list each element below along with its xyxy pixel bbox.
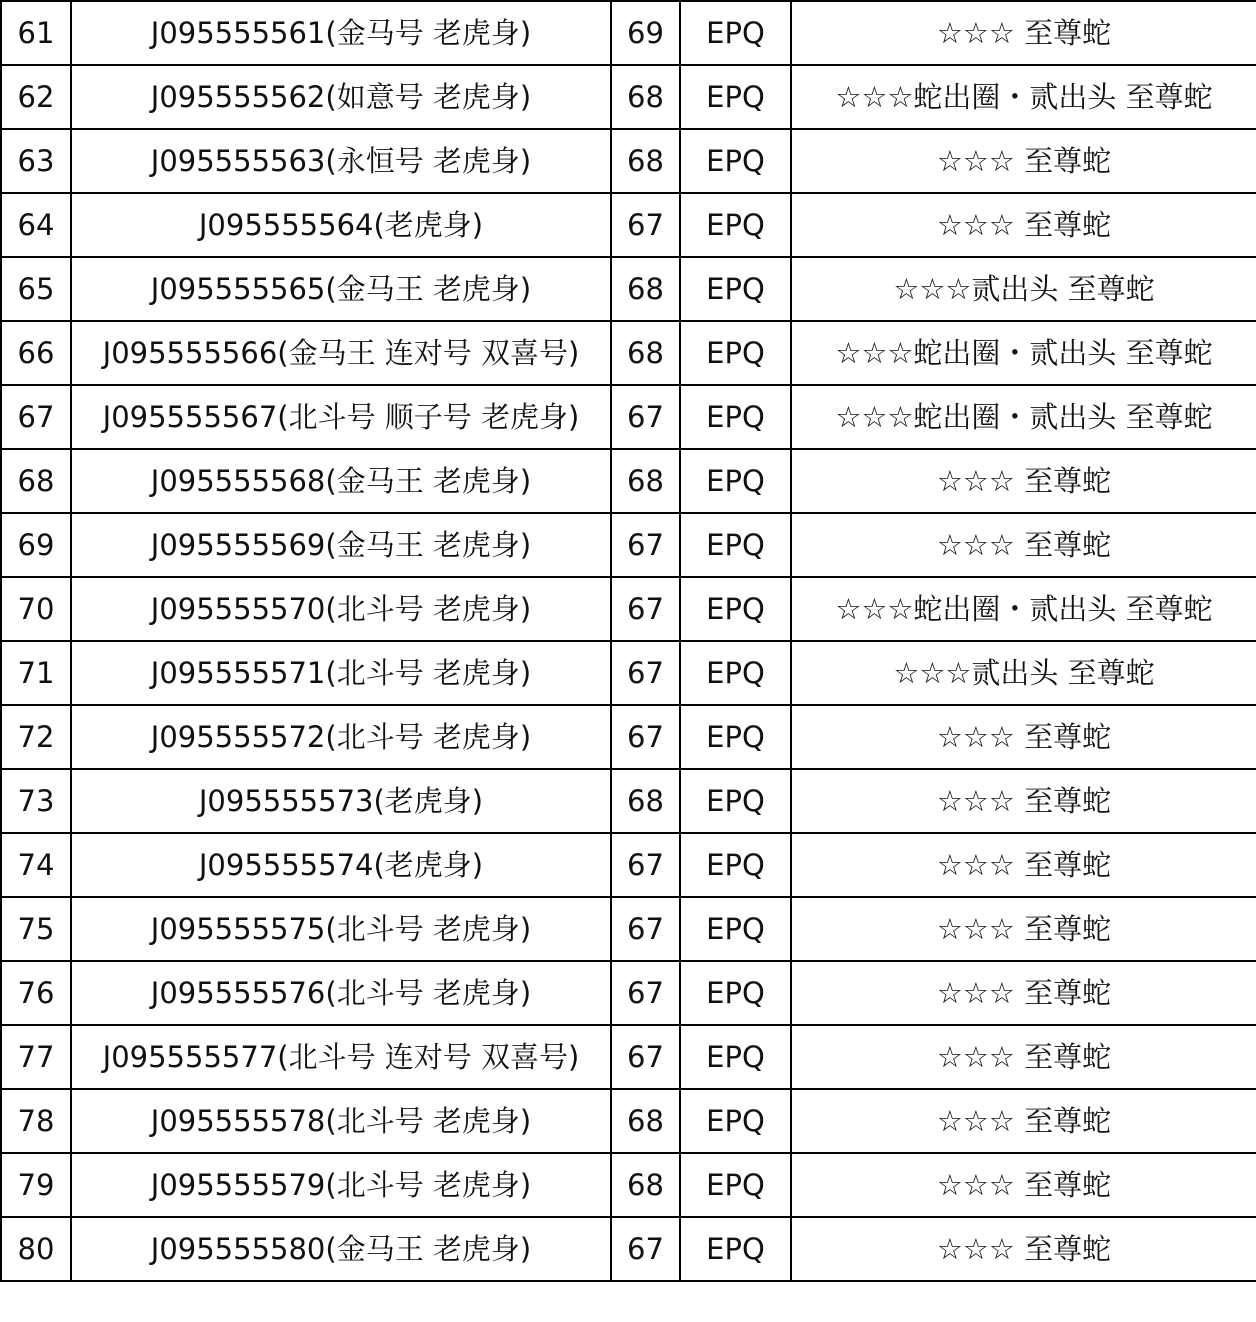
serial-number-cell: J095555575(北斗号 老虎身): [71, 897, 611, 961]
table-row: [1, 897, 1256, 961]
note-cell: ☆☆☆ 至尊蛇: [791, 897, 1256, 961]
grade-designation-cell: EPQ: [680, 641, 791, 705]
grade-score-cell: 68: [611, 1089, 680, 1153]
row-index-cell: 80: [1, 1217, 71, 1281]
grade-score-cell: 67: [611, 961, 680, 1025]
serial-number-cell: J095555574(老虎身): [71, 833, 611, 897]
note-cell: ☆☆☆蛇出圈・贰出头 至尊蛇: [791, 577, 1256, 641]
grade-designation-cell: EPQ: [680, 833, 791, 897]
serial-number-cell: J095555576(北斗号 老虎身): [71, 961, 611, 1025]
grade-score-cell: 68: [611, 321, 680, 385]
row-index-cell: 72: [1, 705, 71, 769]
serial-number-cell: J095555573(老虎身): [71, 769, 611, 833]
grade-designation-cell: EPQ: [680, 1025, 791, 1089]
serial-number-cell: J095555566(金马王 连对号 双喜号): [71, 321, 611, 385]
row-index-cell: 64: [1, 193, 71, 257]
grade-score-cell: 67: [611, 705, 680, 769]
row-index-cell: 75: [1, 897, 71, 961]
row-index-cell: 65: [1, 257, 71, 321]
row-index-cell: 70: [1, 577, 71, 641]
note-cell: ☆☆☆ 至尊蛇: [791, 1025, 1256, 1089]
grade-designation-cell: EPQ: [680, 513, 791, 577]
note-cell: ☆☆☆ 至尊蛇: [791, 513, 1256, 577]
row-index-cell: 78: [1, 1089, 71, 1153]
grade-designation-cell: EPQ: [680, 577, 791, 641]
row-index-cell: 61: [1, 1, 71, 65]
note-cell: ☆☆☆ 至尊蛇: [791, 1217, 1256, 1281]
serial-number-cell: J095555564(老虎身): [71, 193, 611, 257]
serial-number-cell: J095555571(北斗号 老虎身): [71, 641, 611, 705]
grade-designation-cell: EPQ: [680, 1153, 791, 1217]
table-body: [1, 1, 1256, 1281]
note-cell: ☆☆☆ 至尊蛇: [791, 449, 1256, 513]
serial-number-cell: J095555569(金马王 老虎身): [71, 513, 611, 577]
grade-score-cell: 67: [611, 1025, 680, 1089]
note-cell: ☆☆☆贰出头 至尊蛇: [791, 257, 1256, 321]
table-row: [1, 257, 1256, 321]
grade-score-cell: 67: [611, 385, 680, 449]
grade-designation-cell: EPQ: [680, 1089, 791, 1153]
row-index-cell: 71: [1, 641, 71, 705]
row-index-cell: 79: [1, 1153, 71, 1217]
table-row: [1, 513, 1256, 577]
grade-designation-cell: EPQ: [680, 129, 791, 193]
note-cell: ☆☆☆ 至尊蛇: [791, 1153, 1256, 1217]
table-row: [1, 577, 1256, 641]
grade-score-cell: 67: [611, 577, 680, 641]
grade-score-cell: 67: [611, 641, 680, 705]
grade-score-cell: 67: [611, 513, 680, 577]
grade-score-cell: 67: [611, 1217, 680, 1281]
note-cell: ☆☆☆ 至尊蛇: [791, 769, 1256, 833]
grade-designation-cell: EPQ: [680, 257, 791, 321]
table-row: [1, 705, 1256, 769]
grade-score-cell: 68: [611, 257, 680, 321]
grade-designation-cell: EPQ: [680, 705, 791, 769]
row-index-cell: 76: [1, 961, 71, 1025]
row-index-cell: 68: [1, 449, 71, 513]
serial-number-cell: J095555578(北斗号 老虎身): [71, 1089, 611, 1153]
note-cell: ☆☆☆蛇出圈・贰出头 至尊蛇: [791, 65, 1256, 129]
grade-designation-cell: EPQ: [680, 961, 791, 1025]
grade-designation-cell: EPQ: [680, 769, 791, 833]
row-index-cell: 77: [1, 1025, 71, 1089]
serial-number-cell: J095555577(北斗号 连对号 双喜号): [71, 1025, 611, 1089]
serial-number-cell: J095555563(永恒号 老虎身): [71, 129, 611, 193]
note-cell: ☆☆☆ 至尊蛇: [791, 705, 1256, 769]
table-row: [1, 65, 1256, 129]
table-row: [1, 385, 1256, 449]
grade-designation-cell: EPQ: [680, 1217, 791, 1281]
grade-score-cell: 68: [611, 65, 680, 129]
serial-number-cell: J095555567(北斗号 顺子号 老虎身): [71, 385, 611, 449]
table-row: [1, 1, 1256, 65]
table-row: [1, 833, 1256, 897]
grade-score-cell: 68: [611, 1153, 680, 1217]
note-cell: ☆☆☆蛇出圈・贰出头 至尊蛇: [791, 321, 1256, 385]
grade-designation-cell: EPQ: [680, 897, 791, 961]
table-row: [1, 1217, 1256, 1281]
serial-number-cell: J095555579(北斗号 老虎身): [71, 1153, 611, 1217]
row-index-cell: 73: [1, 769, 71, 833]
grade-score-cell: 67: [611, 833, 680, 897]
serial-number-cell: J095555565(金马王 老虎身): [71, 257, 611, 321]
table-row: [1, 129, 1256, 193]
grade-score-cell: 68: [611, 129, 680, 193]
table-row: [1, 321, 1256, 385]
serial-number-cell: J095555562(如意号 老虎身): [71, 65, 611, 129]
note-cell: ☆☆☆ 至尊蛇: [791, 961, 1256, 1025]
table-row: [1, 769, 1256, 833]
note-cell: ☆☆☆ 至尊蛇: [791, 129, 1256, 193]
table-row: [1, 1025, 1256, 1089]
table-row: [1, 449, 1256, 513]
note-cell: ☆☆☆蛇出圈・贰出头 至尊蛇: [791, 385, 1256, 449]
row-index-cell: 66: [1, 321, 71, 385]
grade-designation-cell: EPQ: [680, 65, 791, 129]
table-row: [1, 1089, 1256, 1153]
row-index-cell: 69: [1, 513, 71, 577]
grade-score-cell: 69: [611, 1, 680, 65]
table-row: [1, 193, 1256, 257]
grade-score-cell: 68: [611, 769, 680, 833]
note-cell: ☆☆☆ 至尊蛇: [791, 1089, 1256, 1153]
row-index-cell: 74: [1, 833, 71, 897]
serial-number-cell: J095555561(金马号 老虎身): [71, 1, 611, 65]
grade-designation-cell: EPQ: [680, 1, 791, 65]
grade-designation-cell: EPQ: [680, 385, 791, 449]
note-cell: ☆☆☆ 至尊蛇: [791, 833, 1256, 897]
table-row: [1, 641, 1256, 705]
grade-score-cell: 67: [611, 897, 680, 961]
serial-number-cell: J095555572(北斗号 老虎身): [71, 705, 611, 769]
grade-designation-cell: EPQ: [680, 321, 791, 385]
note-cell: ☆☆☆ 至尊蛇: [791, 1, 1256, 65]
table-row: [1, 1153, 1256, 1217]
grade-score-cell: 67: [611, 193, 680, 257]
serial-number-cell: J095555570(北斗号 老虎身): [71, 577, 611, 641]
note-cell: ☆☆☆ 至尊蛇: [791, 193, 1256, 257]
table-row: [1, 961, 1256, 1025]
note-cell: ☆☆☆贰出头 至尊蛇: [791, 641, 1256, 705]
grade-designation-cell: EPQ: [680, 193, 791, 257]
row-index-cell: 63: [1, 129, 71, 193]
grade-score-cell: 68: [611, 449, 680, 513]
row-index-cell: 67: [1, 385, 71, 449]
serial-number-cell: J095555568(金马王 老虎身): [71, 449, 611, 513]
row-index-cell: 62: [1, 65, 71, 129]
serial-number-cell: J095555580(金马王 老虎身): [71, 1217, 611, 1281]
grade-designation-cell: EPQ: [680, 449, 791, 513]
